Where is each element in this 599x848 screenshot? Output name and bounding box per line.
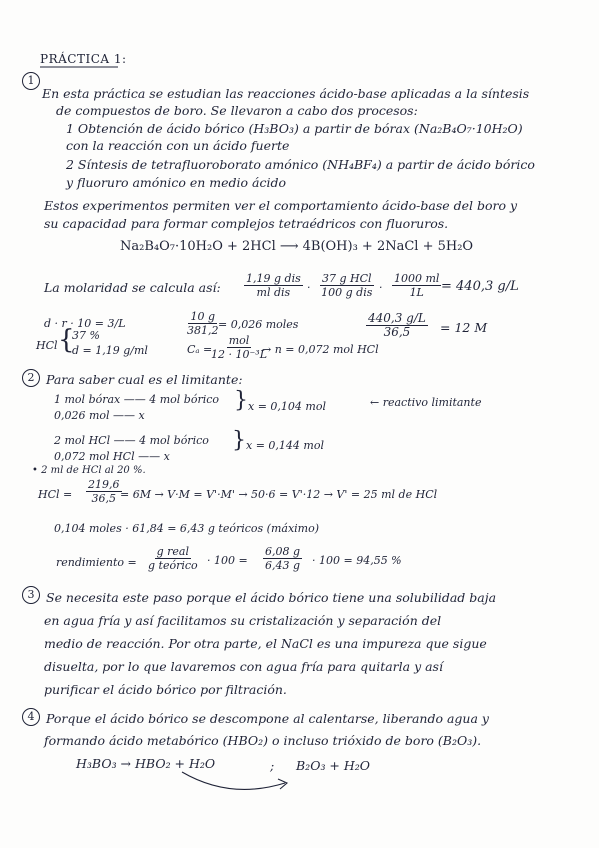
limiting-reagent: ← reactivo limitante <box>370 396 482 409</box>
frac-yield: g real g teórico <box>148 545 198 572</box>
d-r-formula: d · r · 10 = 3/L <box>44 317 126 330</box>
s4-line-2: formando ácido metabórico (HBO₂) o incluso trióxido de boro (B₂O₃). <box>44 733 482 748</box>
s1-line-7: Estos experimentos permiten ver el comportamiento ácido-base del boro y <box>44 198 518 213</box>
reaction-equation: Na₂B₄O₇·10H₂O + 2HCl ⟶ 4B(OH)₃ + 2NaCl + 5H₂O <box>120 239 474 254</box>
s2-hcl-eq-label: HCl = <box>38 488 73 501</box>
s1-line-3: 1 Obtención de ácido bórico (H₃BO₃) a partir de bórax (Na₂B₄O₇·10H₂O) <box>66 121 523 136</box>
hcl-label: HCl <box>36 339 58 352</box>
s2-hcl-moles: 0,072 mol HCl —— x <box>54 450 170 463</box>
hcl-moles: → n = 0,072 mol HCl <box>262 343 379 356</box>
hcl-conc-label: Cₐ = <box>187 343 213 356</box>
frac-hcl-calc: $\frac{219,6}{36,5}$ <box>88 478 120 505</box>
s4-equation-2: B₂O₃ + H₂O <box>296 758 371 773</box>
section-1-number: 1 <box>22 72 40 90</box>
s3-line-2: en agua fría y así facilitamos su cristalización y separación del <box>44 613 442 628</box>
yield-label: rendimiento = <box>56 556 137 569</box>
frac-percent: 37 g HCl 100 g dis <box>321 272 373 299</box>
dot-2: · <box>379 281 383 294</box>
practice-title: PRÁCTICA 1: <box>40 52 127 66</box>
s1-line-1: En esta práctica se estudian las reacciones ácido-base aplicadas a la síntesis <box>42 86 530 101</box>
s2-borax-moles: 0,026 mol —— x <box>54 409 145 422</box>
s3-line-3: medio de reacción. Por otra parte, el NaCl es una impureza que sigue <box>44 636 487 651</box>
s2-x-borax: x = 0,104 mol <box>248 400 326 413</box>
hcl-density: d = 1,19 g/ml <box>72 344 148 357</box>
s1-line-4: con la reacción con un ácido fuerte <box>66 138 290 153</box>
theoretical-yield: 0,104 moles · 61,84 = 6,43 g teóricos (máximo) <box>54 522 320 535</box>
s3-line-5: purificar el ácido bórico por filtración. <box>44 682 287 697</box>
s4-equation-1: H₃BO₃ → HBO₂ + H₂O <box>76 756 216 771</box>
frac-yield-values: $\frac{6,08 g}{6,43 g}$ <box>265 545 301 572</box>
dot-1: · <box>307 281 311 294</box>
yield-mult: · 100 = <box>207 554 248 567</box>
s1-line-6: y fluoruro amónico en medio ácido <box>66 175 286 190</box>
yield-result: · 100 = 94,55 % <box>312 554 402 567</box>
s2-heading: Para saber cual es el limitante: <box>46 372 243 387</box>
section-2-number: 2 <box>22 369 40 387</box>
s2-borax-line: 1 mol bórax —— 4 mol bórico <box>54 393 220 406</box>
hcl-percent: 37 % <box>72 329 100 342</box>
s1-line-2: de compuestos de boro. Se llevaron a cabo dos procesos: <box>56 103 418 118</box>
section-4-number: 4 <box>22 708 40 726</box>
s2-brace-1: } <box>234 388 248 413</box>
hcl-brace: { <box>58 325 75 355</box>
s2-hcl-line: 2 mol HCl —— 4 mol bórico <box>54 434 209 447</box>
dilution-calc: = 6M → V·M = V'·M' → 50·6 = V'·12 → V' = 25 ml de HCl <box>120 488 438 501</box>
hcl-molarity: = 12 M <box>440 320 488 335</box>
s2-x-hcl: x = 0,144 mol <box>246 439 324 452</box>
molarity-result: = 440,3 g/L <box>441 279 519 294</box>
frac-hcl-conc: mol 12 · 10⁻³L <box>211 334 268 361</box>
frac-borax-mass: $\frac{10 g}{381,2}$ <box>187 310 219 337</box>
frac-molarity: $\frac{440,3 g/L}{36,5}$ <box>368 311 426 339</box>
s2-hcl-note: • 2 ml de HCl al 20 %. <box>32 465 146 476</box>
s4-separator: ; <box>270 758 275 773</box>
s1-line-8: su capacidad para formar complejos tetraédricos con fluoruros. <box>44 216 449 231</box>
frac-density: 1,19 g dis ml dis <box>246 272 301 299</box>
borax-moles: = 0,026 moles <box>218 318 299 331</box>
s3-line-1: Se necesita este paso porque el ácido bórico tiene una solubilidad baja <box>46 590 497 605</box>
section-3-number: 3 <box>22 586 40 604</box>
s2-brace-2: } <box>232 428 246 453</box>
frac-volume: $\frac{1000 ml}{1L}$ <box>394 272 440 299</box>
s3-line-4: disuelta, por lo que lavaremos con agua fría para quitarla y así <box>44 659 443 674</box>
molarity-intro: La molaridad se calcula así: <box>44 280 221 295</box>
s1-line-5: 2 Síntesis de tetrafluoroborato amónico (NH₄BF₄) a partir de ácido bórico <box>66 157 535 172</box>
s4-line-1: Porque el ácido bórico se descompone al calentarse, liberando agua y <box>46 711 489 726</box>
